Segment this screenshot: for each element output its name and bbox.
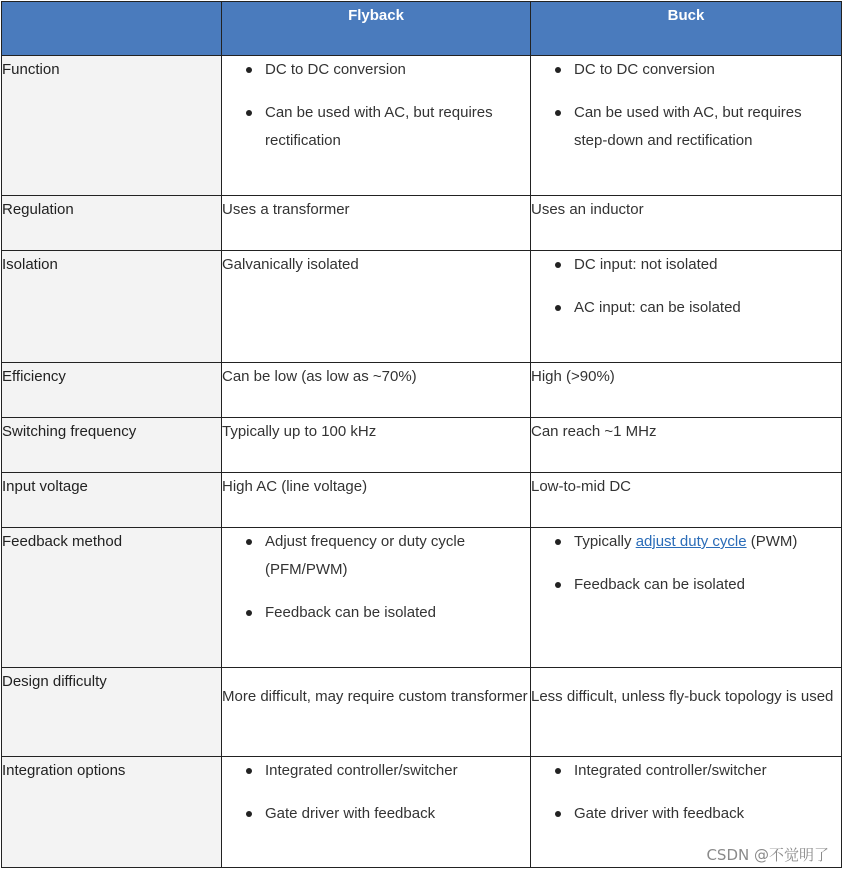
list-item [531,528,841,556]
flyback-cell [222,528,531,668]
list-item: AC input: can be isolated [531,294,841,322]
list-item: Adjust frequency or duty cycle (PFM/PWM) [222,528,530,584]
row-isolation [2,251,842,363]
flyback-cell [222,757,531,868]
watermark: CSDN @不觉明了 [706,846,829,864]
row-label: Isolation [2,251,222,363]
flyback-cell: High AC (line voltage) [222,473,531,528]
list-item: Can be used with AC, but requires rectification [222,99,530,155]
list-item: Integrated controller/switcher [222,757,530,785]
list-item: DC to DC conversion [531,56,841,84]
flyback-cell: Galvanically isolated [222,251,531,363]
text-suffix: (PWM) [746,533,798,550]
flyback-cell: Can be low (as low as ~70%) [222,363,531,418]
list-item: Feedback can be isolated [222,599,530,627]
text-prefix: Typically [574,533,636,550]
row-label: Regulation [2,196,222,251]
row-label: Function [2,56,222,196]
row-input-voltage [2,473,842,528]
buck-cell: High (>90%) [531,363,842,418]
list-item: Can be used with AC, but requires step-down and rectification [531,99,841,155]
buck-cell [531,528,842,668]
bullet-list [222,757,530,828]
header-corner [2,2,222,56]
row-label: Efficiency [2,363,222,418]
header-flyback: Flyback [222,2,531,56]
list-item: Integrated controller/switcher [531,757,841,785]
row-feedback-method [2,528,842,668]
buck-cell: Uses an inductor [531,196,842,251]
flyback-cell: Uses a transformer [222,196,531,251]
buck-cell [531,56,842,196]
bullet-list [222,56,530,155]
bullet-list [531,757,841,828]
flyback-cell [222,56,531,196]
comparison-table [1,1,842,868]
list-item: Feedback can be isolated [531,571,841,599]
row-efficiency [2,363,842,418]
row-switching-frequency [2,418,842,473]
row-label: Feedback method [2,528,222,668]
row-function [2,56,842,196]
bullet-list [531,528,841,599]
row-label: Integration options [2,757,222,868]
header-row [2,2,842,56]
row-label: Design difficulty [2,668,222,757]
bullet-list [222,528,530,627]
adjust-duty-cycle-link[interactable]: adjust duty cycle [635,533,747,550]
flyback-cell: More difficult, may require custom transformer [222,668,531,757]
row-label: Input voltage [2,473,222,528]
list-item: Gate driver with feedback [531,800,841,828]
list-item: Gate driver with feedback [222,800,530,828]
list-item: DC input: not isolated [531,251,841,279]
row-design-difficulty [2,668,842,757]
row-label: Switching frequency [2,418,222,473]
flyback-cell: Typically up to 100 kHz [222,418,531,473]
buck-cell: Can reach ~1 MHz [531,418,842,473]
buck-cell: Low-to-mid DC [531,473,842,528]
header-buck: Buck [531,2,842,56]
list-item: DC to DC conversion [222,56,530,84]
bullet-list [531,56,841,155]
buck-cell [531,251,842,363]
row-regulation [2,196,842,251]
buck-cell: Less difficult, unless fly-buck topology is used [531,668,842,757]
bullet-list [531,251,841,322]
